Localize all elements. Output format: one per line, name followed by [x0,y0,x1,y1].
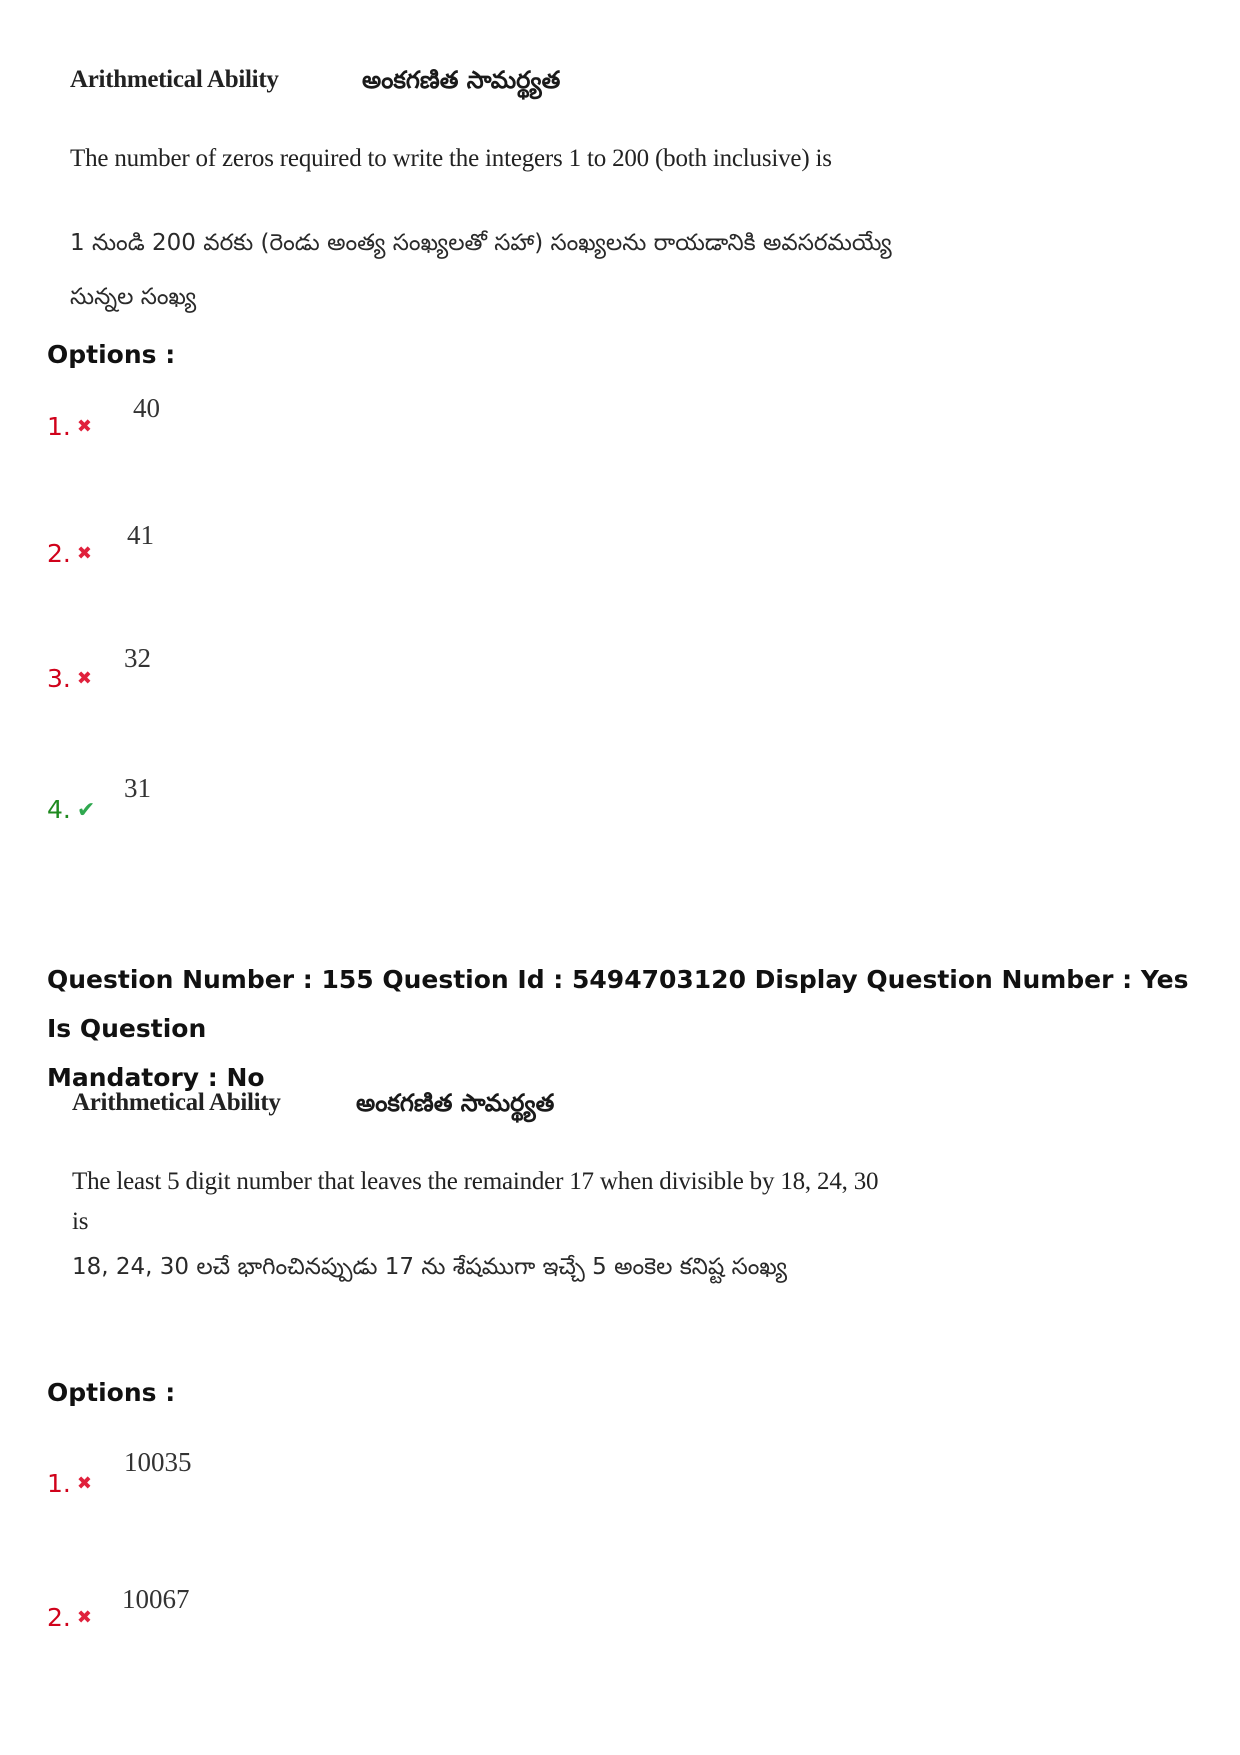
option-number: 1. [47,1469,71,1498]
option-number: 3. [47,664,71,693]
option-2 [47,539,92,568]
question-header-line1: Question Number : 155 Question Id : 5494703120 Display Question Number : Yes Is Question [47,965,1189,1043]
check-icon: ✔ [76,798,96,823]
cross-icon: ✖ [76,1607,92,1628]
option-number: 1. [47,412,71,441]
subject-title-te: అంకగణిత సామర్థ్యత [362,66,561,94]
option-value: 10067 [122,1584,190,1614]
question-header-line2: Mandatory : No [47,1063,265,1092]
option-value: 31 [124,773,151,803]
option-number: 4. [47,795,71,824]
option-value: 32 [124,643,151,673]
question-header [47,955,1217,1102]
question-text-en-line1: The least 5 digit number that leaves the remainder 17 when divisible by 18, 24, 30 [72,1168,879,1195]
option-3 [47,664,92,693]
option-1 [47,412,92,441]
cross-icon: ✖ [76,668,92,689]
option-value: 40 [133,393,160,423]
cross-icon: ✖ [76,416,92,437]
options-label: Options : [47,1378,176,1407]
option-2 [47,1603,92,1632]
subject-title-en: Arithmetical Ability [70,66,279,93]
option-1 [47,1469,92,1498]
option-4 [47,795,95,824]
cross-icon: ✖ [76,1473,92,1494]
question-text-te: 18, 24, 30 లచే భాగించినప్పుడు 17 ను శేషముగా ఇచ్చే 5 అంకెల కనిష్ట సంఖ్య [72,1254,788,1280]
options-label: Options : [47,340,176,369]
option-number: 2. [47,1603,71,1632]
question-text-en-line2: is [72,1208,89,1235]
question-text-te-line1: 1 నుండి 200 వరకు (రెండు అంత్య సంఖ్యలతో సహా) సంఖ్యలను రాయడానికి అవసరమయ్యే [70,230,892,256]
cross-icon: ✖ [76,543,92,564]
subject-title-te: అంకగణిత సామర్థ్యత [356,1089,555,1117]
option-number: 2. [47,539,71,568]
option-value: 10035 [124,1447,192,1477]
subject-title-en: Arithmetical Ability [72,1089,281,1116]
option-value: 41 [127,520,154,550]
question-text-en: The number of zeros required to write the integers 1 to 200 (both inclusive) is [70,145,832,172]
question-text-te-line2: సున్నల సంఖ్య [70,284,197,310]
